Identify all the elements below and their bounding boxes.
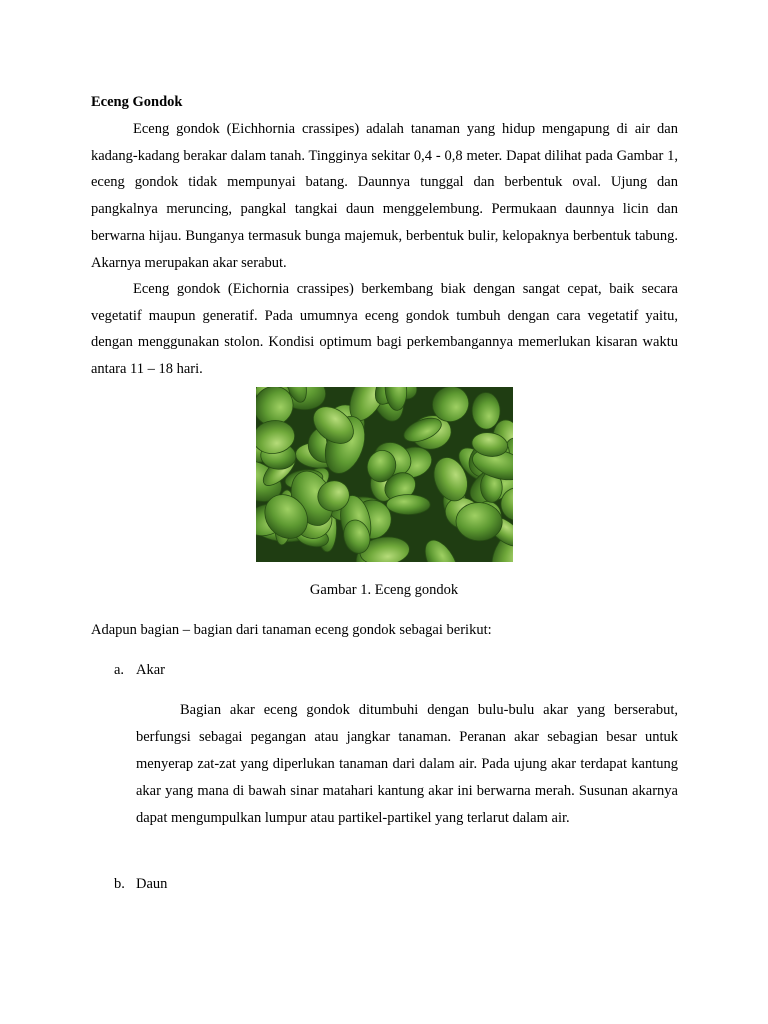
body-paragraph: Eceng gondok (Eichornia crassipes) berkembang biak dengan sangat cepat, baik secara vegetatif maupun generatif. Pada umumnya eceng gondok tumbuh dengan cara vegetatif yaitu, dengan menggunakan stolon. Kondisi optimum bagi perkembangannya memerlukan kisaran waktu antara 11 – 18 hari. <box>91 281 678 378</box>
list-item-title: Daun <box>136 876 168 892</box>
figure-caption: Gambar 1. Eceng gondok <box>309 582 459 598</box>
leaf-shape <box>472 392 501 429</box>
intro-sentence: Adapun bagian – bagian dari tanaman eceng gondok sebagai berikut: <box>91 622 492 638</box>
list-item-body: Bagian akar eceng gondok ditumbuhi dengan bulu-bulu akar yang berserabut, berfungsi sebagai pegangan atau jangkar tanaman. Peranan akar sebagian besar untuk menyerap zat-zat yang diperlukan tanaman dari dalam air. Pada ujung akar terdapat kantung akar yang mana di bawah sinar matahari kantung akar ini berwarna merah. Susunan akarnya dapat mengumpulkan lumpur atau partikel-partikel yang terlarut dalam air. <box>136 702 678 826</box>
list-marker: b. <box>114 876 125 892</box>
list-item-daun <box>114 874 167 894</box>
list-item-akar <box>114 660 165 680</box>
section-heading: Eceng Gondok <box>91 94 183 110</box>
water-hyacinth-photo <box>256 387 513 562</box>
water-hyacinth-illustration <box>256 387 513 562</box>
body-paragraph: Eceng gondok (Eichhornia crassipes) adalah tanaman yang hidup mengapung di air dan kadang-kadang berakar dalam tanah. Tingginya sekitar 0,4 - 0,8 meter. Dapat dilihat pada Gambar 1, eceng gondok tidak mempunyai batang. Daunnya tunggal dan berbentuk oval. Ujung dan pangkalnya meruncing, pangkal tangkai daun menggelembung. Permukaan daunnya licin dan berwarna hijau. Bunganya termasuk bunga majemuk, berbentuk bulir, kelopaknya berbentuk tabung. Akarnya merupakan akar serabut. <box>91 121 678 271</box>
list-item-title: Akar <box>136 662 165 678</box>
list-marker: a. <box>114 662 125 678</box>
leaf-shape <box>386 495 430 515</box>
